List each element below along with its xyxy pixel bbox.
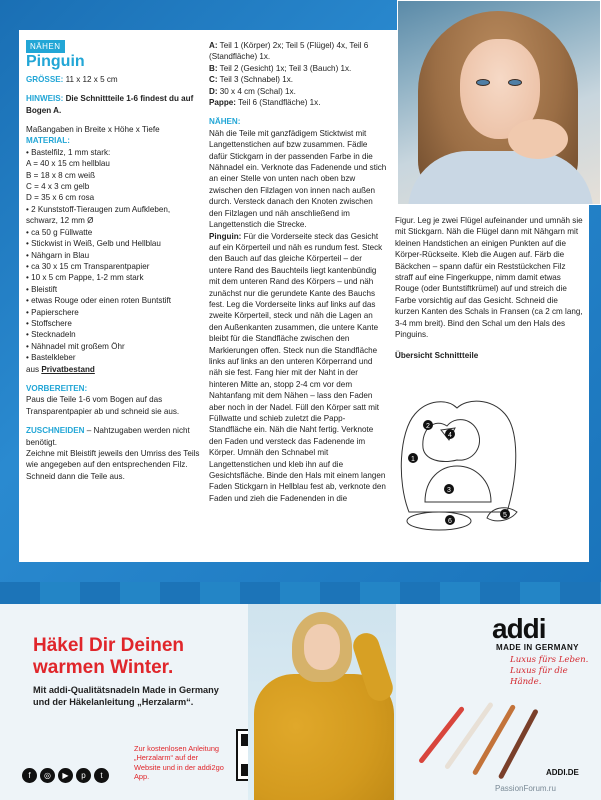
list-item: • ca 50 g Füllwatte [26, 227, 93, 237]
dimensions-note: Maßangaben in Breite x Höhe x Tiefe [26, 125, 160, 135]
material-label: MATERIAL: [26, 136, 70, 146]
ad-top-stripe [0, 582, 601, 604]
list-item: • Papierschere [26, 307, 79, 317]
material-source: aus Privatbestand [26, 364, 95, 374]
facebook-icon[interactable]: f [22, 768, 37, 783]
slogan: Luxus fürs Leben. Luxus für die Hände. [510, 655, 589, 687]
list-item: • etwas Rouge oder einen roten Buntstift [26, 296, 172, 306]
vorbereiten-text: Paus die Teile 1-6 vom Bogen auf das Transparentpapier ab und schneid sie aus. [26, 395, 180, 416]
list-item: • 2 Kunststoff-Tieraugen zum Aufkleben, schwarz, 12 mm Ø [26, 204, 171, 226]
belly-piece-outline [425, 466, 491, 502]
list-item: • Bastelkleber [26, 353, 76, 363]
part-line: Pappe: Teil 6 (Standfläche) 1x. [209, 98, 321, 108]
naehen-label: NÄHEN: [209, 117, 241, 127]
project-title: Pinguin [26, 53, 85, 71]
list-item: • 10 x 5 cm Pappe, 1-2 mm stark [26, 273, 144, 283]
part-line: B: Teil 2 (Gesicht) 1x; Teil 3 (Bauch) 1x. [209, 63, 352, 73]
hint-line: HINWEIS: Die Schnittteile 1-6 findest du auf Bogen A. [26, 94, 194, 115]
diagram-number-2: 2 [426, 423, 430, 430]
part-line: D: 30 x 4 cm (Schal) 1x. [209, 86, 296, 96]
girl-photo [397, 0, 601, 205]
diagram-number-5: 5 [503, 512, 507, 519]
list-item: B = 18 x 8 cm weiß [26, 170, 96, 180]
list-item: D = 35 x 6 cm rosa [26, 193, 95, 203]
list-item: • Stecknadeln [26, 330, 76, 340]
made-in-label: MADE IN GERMANY [496, 643, 579, 652]
part-line: A: Teil 1 (Körper) 2x; Teil 5 (Flügel) 4x, Teil 6 (Standfläche) 1x. [209, 41, 369, 62]
size-line: GRÖSSE: 11 x 12 x 5 cm [26, 74, 118, 84]
ad-headline: Häkel Dir Deinen warmen Winter. [33, 635, 184, 678]
ad-body: Mit addi-Qualitätsnadeln Made in Germany und der Häkelanleitung „Herzalarm“. [33, 685, 219, 708]
vorbereiten-label: VORBEREITEN: [26, 383, 88, 393]
list-item: • Bleistift [26, 284, 58, 294]
social-icons [22, 768, 109, 783]
list-item: • Stoffschere [26, 318, 72, 328]
model-photo [248, 604, 396, 800]
twitter-icon[interactable]: t [94, 768, 109, 783]
material-list [26, 147, 202, 364]
list-item: • Stickwist in Weiß, Gelb und Hellblau [26, 239, 161, 249]
part-line: C: Teil 3 (Schnabel) 1x. [209, 75, 293, 85]
list-item: C = 4 x 3 cm gelb [26, 182, 90, 192]
website-label: ADDI.DE [546, 768, 579, 777]
diagram-number-1: 1 [411, 456, 415, 463]
pinterest-icon[interactable]: p [76, 768, 91, 783]
column-left [26, 40, 202, 482]
list-item: • Bastelfilz, 1 mm stark: [26, 147, 111, 157]
list-item: A = 40 x 15 cm hellblau [26, 159, 110, 169]
list-item: • ca 30 x 15 cm Transparentpapier [26, 261, 150, 271]
zuschneiden-line: ZUSCHNEIDEN – Nahtzugaben werden nicht benötigt. [26, 426, 190, 447]
base-piece-outline [407, 512, 471, 530]
diagram-number-4: 4 [448, 432, 452, 439]
pattern-overview-diagram [395, 392, 545, 532]
list-item: • Nähnadel mit großem Öhr [26, 341, 125, 351]
addi-logo: addi [492, 613, 546, 644]
pinguin-instructions: Pinguin: Für die Vorderseite steck das Gesicht auf ein Körperteil und näh es rundum fest. Steck den Bauch auf das gleiche Körperteil – der untere Rand des Bauchteils liegt kantenbündig mit dem unteren Rand des Körpers – und näh zunächst nur die gerundete Kante des Bauchs fest. Leg die Vorderseite links auf links auf das zweite Körperteil, steck und näh die Lagen an den Außenkanten zusammen, die untere Kante bleibt für die Standfläche zwischen den Markierungen offen. Steck nun die Standfläche links auf links an den unteren Körperrand und näh sie fest. Fang hier mit der Naht in der hinteren Mitte an, stopp 2-4 cm vor dem Nahtanfang mit dem Nähen – lass den Faden aber noch in der Nadel. Füll den Körper satt mit Füllwatte und schieb zuletzt die Papp-Standfläche ein. Näh die Naht fertig. Verknote den Faden und versteck das Fadenende im Körper. Umnäh den Schnabel mit Langettenstichen und kleb ihn auf die Gesichtsfläche. Binde den Hals mit einem langen Faden Stickgarn in Hellblau fest ab, verknote den Faden und zieh die Fadenenden in die [209, 231, 386, 503]
ad-note: Zur kostenlosen Anleitung „Herzalarm“ auf der Website und in der addi2go App. [134, 744, 224, 782]
youtube-icon[interactable]: ▶ [58, 768, 73, 783]
naehen-intro: Näh die Teile mit ganzfädigem Sticktwist mit Langettenstichen auf bzw zusammen. Fädle dafür Stickgarn in der passenden Farbe in die Nähnadel ein. Verknote das Fadenende und stich an einer Stelle von unten nach oben bzw zwischen den Filzlagen von innen nach außen durch. Versteck danach den Knoten zwischen den Filzlagen und näh anschließend im Langettenstich die Strecke. [209, 128, 387, 230]
column-right [395, 215, 583, 362]
diagram-number-3: 3 [447, 487, 451, 494]
zuschneiden-text: Zeichne mit Bleistift jeweils den Umriss des Teils wie angegeben auf den entsprechenden Filz. Schneid dann die Teile aus. [26, 449, 200, 481]
section-tag: NÄHEN [26, 40, 65, 53]
diagram-number-6: 6 [448, 518, 452, 525]
continued-instructions: Figur. Leg je zwei Flügel aufeinander und umnäh sie mit Stickgarn. Näh die Flügel dann mit Nähgarn mit kleinen Handstichen an einigen Punkten auf die Körper-Rückseite. Kleb die Augen auf. Färb die Bäckchen – spann dafür ein Reststückchen Filz straff auf eine Fingerkuppe, nimm damit etwas Rouge (oder Buntstiftkrümel) auf und streich die Farbe vorsichtig auf das Gesicht. Schneid die kurzen Kanten des Schals in Fransen (ca 2 cm lang, 3-4 mm breit). Bind den Schal um den Hals des Pinguins. [395, 216, 583, 340]
list-item: • Nähgarn in Blau [26, 250, 90, 260]
instagram-icon[interactable]: ◎ [40, 768, 55, 783]
column-middle [209, 40, 387, 504]
body-piece-outline [401, 401, 515, 512]
watermark: PassionForum.ru [495, 784, 556, 793]
overview-title: Übersicht Schnittteile [395, 351, 479, 361]
